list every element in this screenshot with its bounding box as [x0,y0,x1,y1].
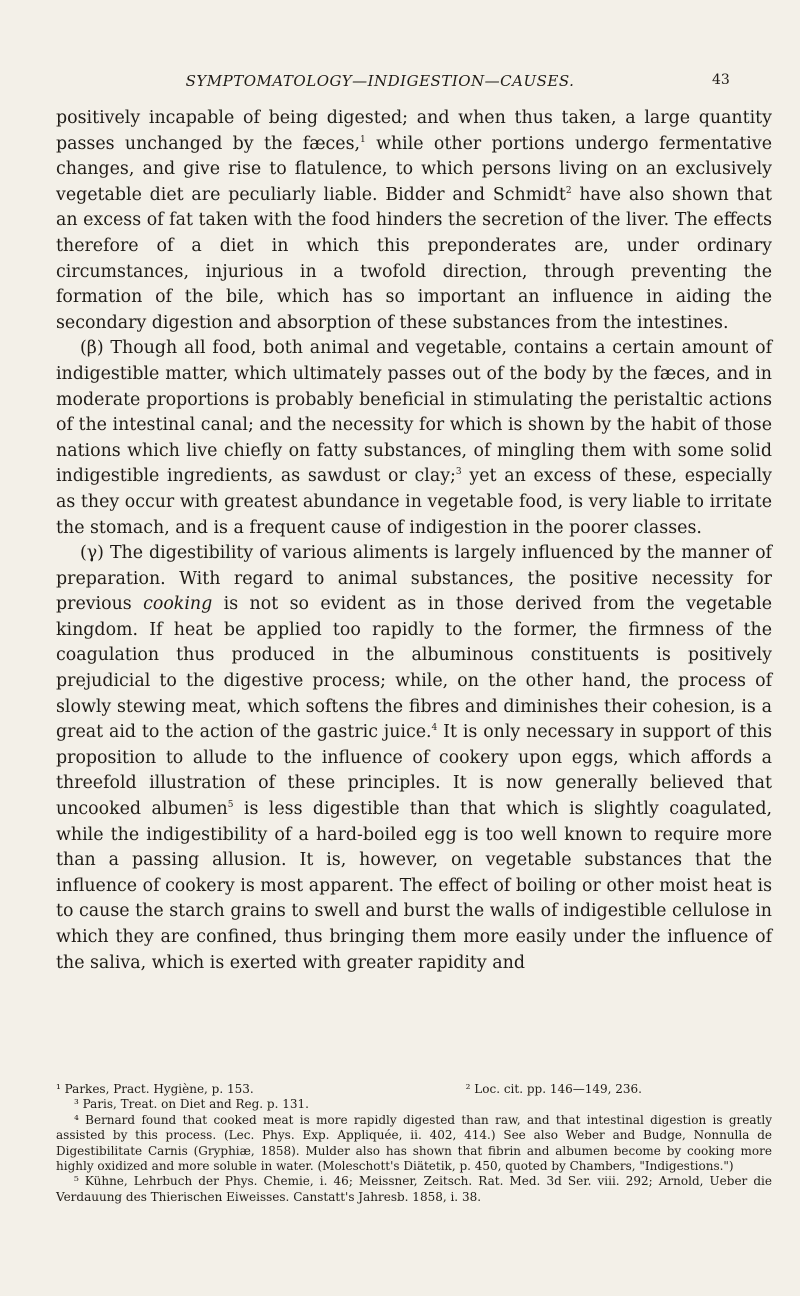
footnote-2: ² Loc. cit. pp. 146—149, 236. [465,1082,642,1096]
emphasis: cooking [143,594,213,615]
text-run: positively incapable of being digested; and when thus taken, a large quantity passes unchanged by the fæces, [56,108,772,154]
body-text [56,106,772,976]
footnote-ref: 5 [227,800,234,811]
text-run: (β) Though all food, both animal and vegetable, contains a certain amount of indigestible matter, which ultimately passes out of the body by the fæces, and in moderate proportions is probably beneficial in stimulating the peristaltic actions of the intestinal canal; and the necessity for which is shown by the habit of those nations which live chiefly on fatty substances, of mingling them with some solid indigestible ingredients, as sawdust or clay; [56,338,772,487]
running-head: SYMPTOMATOLOGY—INDIGESTION—CAUSES. [185,72,575,90]
text-run: have also shown that an excess of fat taken with the food hinders the secretion of the liver. The effects therefore of a diet in which this preponderates are, under ordinary circumstances, injurious in a twofold direction, through preventing the formation of the bile, which has so important an influence in aiding the secondary digestion and absorption of these substances from the intestines. [56,184,772,333]
footnote-ref: 1 [360,134,366,145]
paragraph [56,336,772,541]
footnote-4: ⁴ Bernard found that cooked meat is more rapidly digested than raw, and that intestinal digestion is greatly assisted by this process. (Lec. Phys. Exp. Appliquée, ii. 402, 414.) See also Weber and Budge, Nonnulla de Digestibilitate Carnis (Gryphiæ, 1858). Mulder also has shown that fibrin and albumen become by cooking more highly oxidized and more soluble in water. (Moleschott's Diätetik, p. 450, quoted by Chambers, "Indigestions.") [56,1112,772,1174]
text-run: while other portions undergo fermentative changes, and give rise to flatulence, to which persons living on an exclusively vegetable diet are peculiarly liable. Bidder and Schmidt [56,133,772,205]
footnotes [56,1082,772,1205]
footnote-ref: 2 [565,185,572,196]
paragraph [56,541,772,976]
text-run: is less digestible than that which is slightly coagulated, while the indigestibility of a hard-boiled egg is too well known to require more than a passing allusion. It is, however, on vegetable substances that the influence of cookery is most apparent. The effect of boiling or other moist heat is to cause the starch grains to swell and burst the walls of indigestible cellulose in which they are confined, thus bringing them more easily under the influence of the saliva, which is exerted with greater rapidity and [56,799,772,973]
text-run: It is only necessary in support of this proposition to allude to the influence of cookery upon eggs, which affords a threefold illustration of these principles. It is now generally believed that uncooked albumen [56,722,772,820]
page-number: 43 [712,72,730,88]
footnote-ref: 4 [431,723,438,734]
text-run: (γ) The digestibility of various aliments is largely influenced by the manner of preparation. With regard to animal substances, the positive necessity for previous [56,543,772,615]
footnote-5: ⁵ Kühne, Lehrbuch der Phys. Chemie, i. 46; Meissner, Zeitsch. Rat. Med. 3d Ser. viii. 292; Arnold, Ueber die Verdauung des Thierischen Eiweisses. Canstatt's Jahresb. 1858, i. 38. [56,1174,772,1204]
footnote-1: ¹ Parkes, Pract. Hygiène, p. 153. [56,1082,254,1096]
paragraph [56,106,772,336]
text-run: is not so evident as in those derived from the vegetable kingdom. If heat be applied too rapidly to the former, the firmness of the coagulation thus produced in the albuminous constituents is positively prejudicial to the digestive process; while, on the other hand, the process of slowly stewing meat, which softens the fibres and diminishes their cohesion, is a great aid to the action of the gastric juice. [56,594,772,743]
footnote-row [56,1082,772,1097]
footnote-3: ³ Paris, Treat. on Diet and Reg. p. 131. [74,1097,309,1112]
footnote-ref: 3 [455,467,462,478]
text-run: yet an excess of these, especially as they occur with greatest abundance in vegetable food, is very liable to irritate the stomach, and is a frequent cause of indigestion in the poorer classes. [56,466,773,538]
